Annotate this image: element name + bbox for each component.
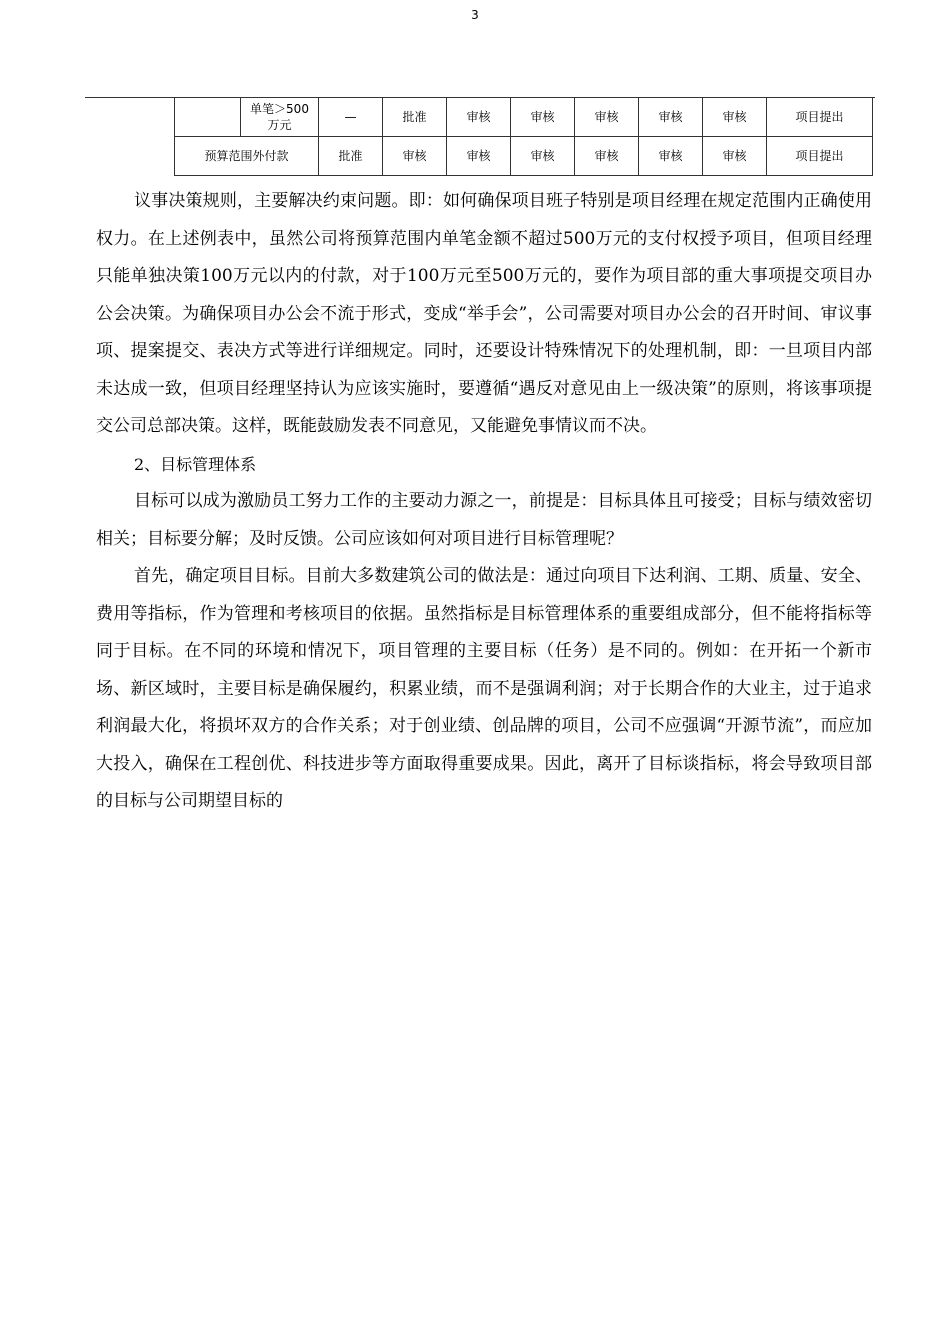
table-cell: 审核	[511, 98, 575, 137]
table-cell	[241, 98, 319, 137]
table-cell: 项目提出	[767, 137, 873, 176]
table-cell: 批准	[383, 98, 447, 137]
table-cell: 审核	[639, 137, 703, 176]
approval-table	[174, 97, 873, 176]
table-cell: 审核	[639, 98, 703, 137]
paragraph: 议事决策规则，主要解决约束问题。即：如何确保项目班子特别是项目经理在规定范围内正确使用权力。在上述例表中，虽然公司将预算范围内单笔金额不超过500万元的支付权授予项目，但项目经理只能单独决策100万元以内的付款，对于100万元至500万元的，要作为项目部的重大事项提交项目办公会决策。为确保项目办公会不流于形式，变成“举手会”，公司需要对项目办公会的召开时间、审议事项、提案提交、表决方式等进行详细规定。同时，还要设计特殊情况下的处理机制，即：一旦项目内部未达成一致，但项目经理坚持认为应该实施时，要遵循“遇反对意见由上一级决策”的原则，将该事项提交公司总部决策。这样，既能鼓励发表不同意见，又能避免事情议而不决。	[96, 191, 872, 436]
page-number: 3	[471, 8, 479, 22]
table-cell: 审核	[575, 137, 639, 176]
table-cell: 预算范围外付款	[175, 137, 319, 176]
section-heading: 2、目标管理体系	[134, 454, 257, 474]
table-cell: 项目提出	[767, 98, 873, 137]
table-cell-text: 单笔＞500 万元	[250, 102, 309, 132]
table-row	[175, 98, 873, 137]
table-cell: —	[319, 98, 383, 137]
body-text	[96, 183, 872, 821]
table-cell: 审核	[703, 137, 767, 176]
table-cell: 审核	[511, 137, 575, 176]
table-row	[175, 137, 873, 176]
table-cell: 审核	[447, 137, 511, 176]
paragraph: 首先，确定项目目标。目前大多数建筑公司的做法是：通过向项目下达利润、工期、质量、安全、费用等指标，作为管理和考核项目的依据。虽然指标是目标管理体系的重要组成部分，但不能将指标等同于目标。在不同的环境和情况下，项目管理的主要目标（任务）是不同的。例如：在开拓一个新市场、新区域时，主要目标是确保履约，积累业绩，而不是强调利润；对于长期合作的大业主，过于追求利润最大化，将损坏双方的合作关系；对于创业绩、创品牌的项目，公司不应强调“开源节流”，而应加大投入，确保在工程创优、科技进步等方面取得重要成果。因此，离开了目标谈指标，将会导致项目部的目标与公司期望目标的	[96, 566, 872, 811]
table-cell: 审核	[383, 137, 447, 176]
table-cell: 审核	[703, 98, 767, 137]
table-cell: 批准	[319, 137, 383, 176]
paragraph: 目标可以成为激励员工努力工作的主要动力源之一，前提是：目标具体且可接受；目标与绩效密切相关；目标要分解；及时反馈。公司应该如何对项目进行目标管理呢？	[96, 491, 872, 549]
table-cell: 审核	[575, 98, 639, 137]
table-cell	[175, 98, 241, 137]
table-cell: 审核	[447, 98, 511, 137]
